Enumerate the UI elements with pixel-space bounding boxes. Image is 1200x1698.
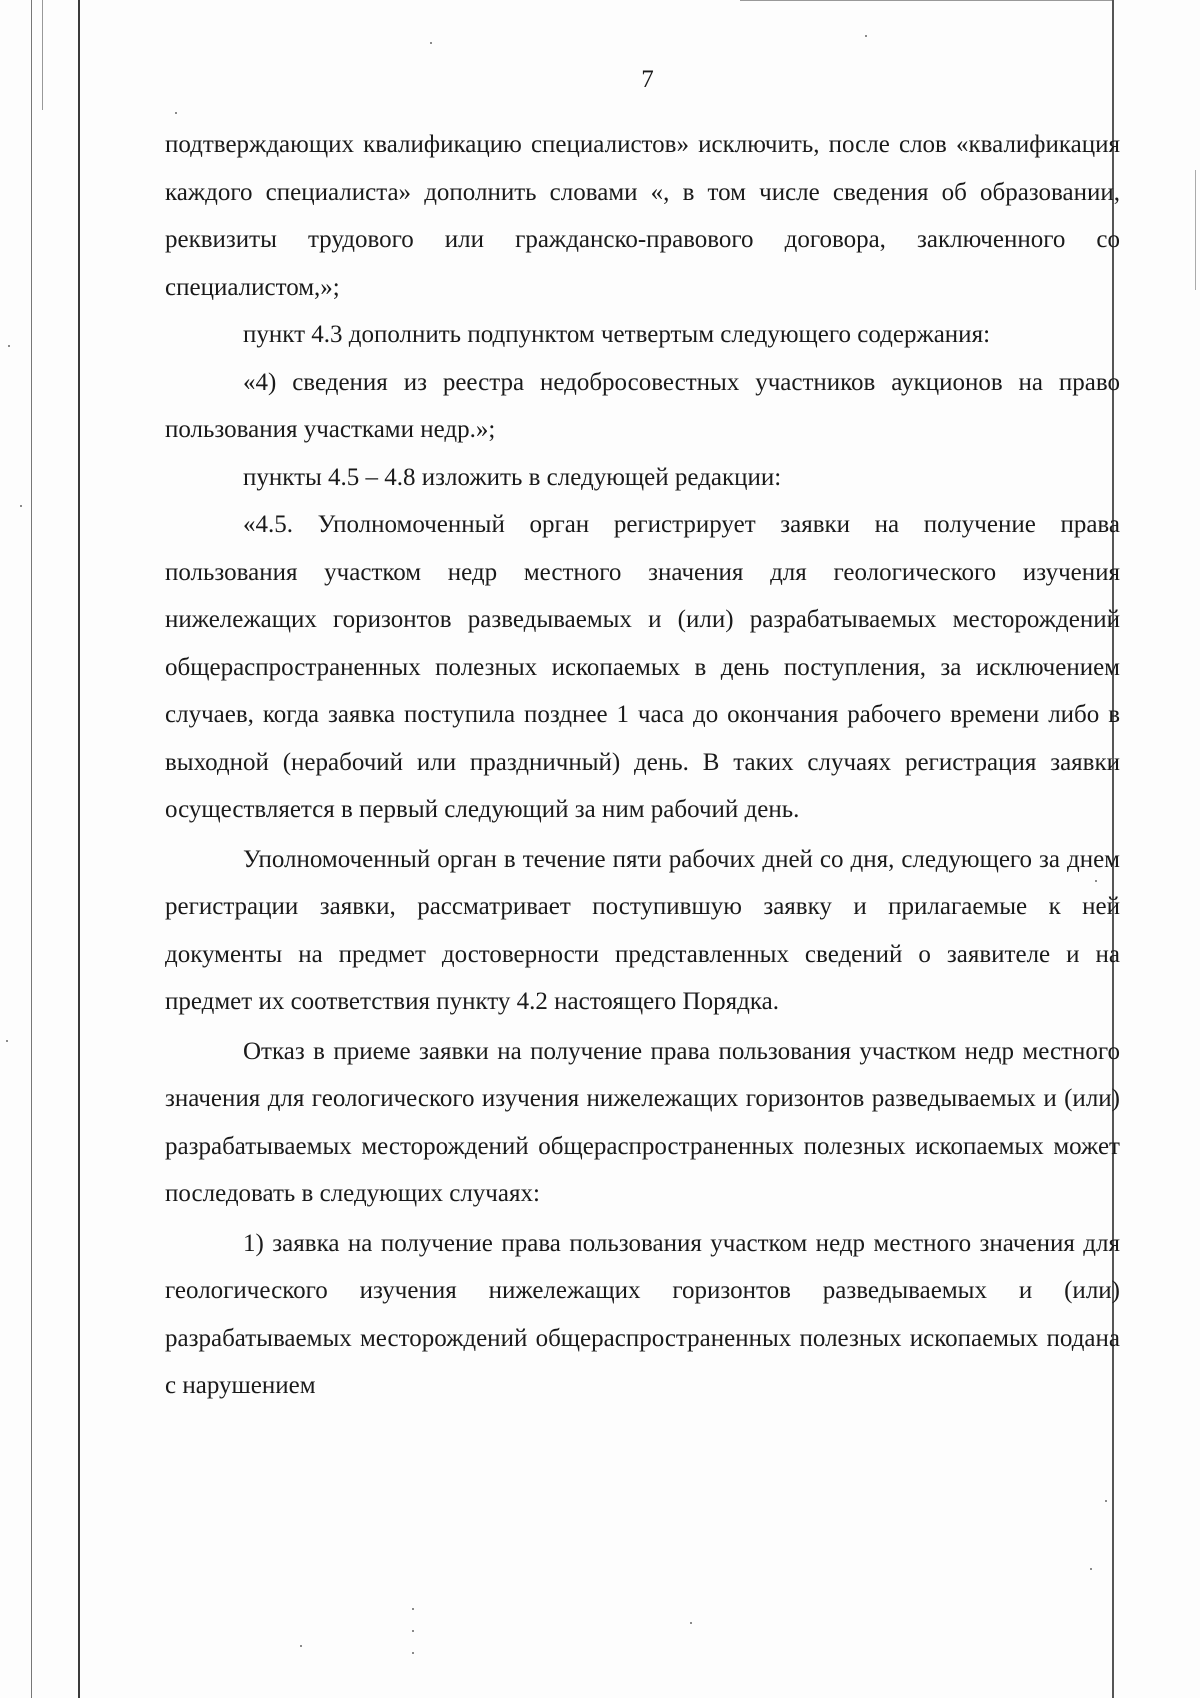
paragraph: пункты 4.5 – 4.8 изложить в следующей редакции: — [243, 463, 782, 491]
scan-speck — [1090, 1568, 1092, 1570]
scan-speck — [412, 1652, 414, 1654]
paragraph: подтверждающих квалификацию специалистов» исключить, после слов «квалификация каждого специалиста» дополнить словами «, в том числе сведения об образовании, реквизиты трудового или гражданско-правового договора, заключенного со специалистом,»; — [165, 131, 1120, 301]
scan-speck — [8, 345, 10, 347]
paragraph: «4.5. Уполномоченный орган регистрирует заявки на получение права пользования участком недр местного значения для геологического изучения нижележащих горизонтов разведываемых и (или) разрабатываемых месторождений общераспространенных полезных ископаемых в день поступления, за исключением случаев, когда заявка поступила позднее 1 часа до окончания рабочего времени либо в выходной (нерабочий или праздничный) день. В таких случаях регистрация заявки осуществляется в первый следующий за ним рабочий день. — [165, 511, 1120, 823]
scan-speck — [1105, 1500, 1107, 1502]
scan-speck — [412, 1608, 414, 1610]
scan-border-line — [78, 0, 80, 1698]
scan-speck — [20, 505, 22, 507]
scan-border-line — [1195, 170, 1196, 290]
scan-speck — [300, 1645, 302, 1647]
paragraph: Отказ в приеме заявки на получение права пользования участком недр местного значения для геологического изучения нижележащих горизонтов разведываемых и (или) разрабатываемых месторождений общераспространенных полезных ископаемых может последовать в следующих случаях: — [165, 1037, 1120, 1207]
scan-speck — [430, 42, 432, 44]
scan-speck — [175, 112, 177, 114]
paragraph: Уполномоченный орган в течение пяти рабочих дней со дня, следующего за днем регистрации заявки, рассматривает поступившую заявку и прилагаемые к ней документы на предмет достоверности представленных сведений о заявителе и на предмет их соответствия пункту 4.2 настоящего Порядка. — [165, 845, 1120, 1015]
scan-border-line — [31, 0, 32, 1698]
paragraph: пункт 4.3 дополнить подпунктом четвертым следующего содержания: — [243, 321, 991, 348]
scan-speck — [865, 35, 867, 37]
document-body — [165, 121, 1120, 1410]
scan-speck — [412, 1630, 414, 1632]
scan-speck — [6, 1040, 8, 1042]
paragraph: 1) заявка на получение права пользования участком недр местного значения для геологического изучения нижележащих горизонтов разведываемых и (или) разрабатываемых месторождений общераспространенных полезных ископаемых подана с нарушением — [165, 1229, 1120, 1399]
page-number: 7 — [641, 66, 654, 93]
scan-border-line — [740, 0, 1112, 1]
paragraph: «4) сведения из реестра недобросовестных участников аукционов на право пользования участками недр.»; — [165, 368, 1120, 443]
scan-speck — [690, 1622, 692, 1624]
scan-speck — [1095, 880, 1097, 882]
